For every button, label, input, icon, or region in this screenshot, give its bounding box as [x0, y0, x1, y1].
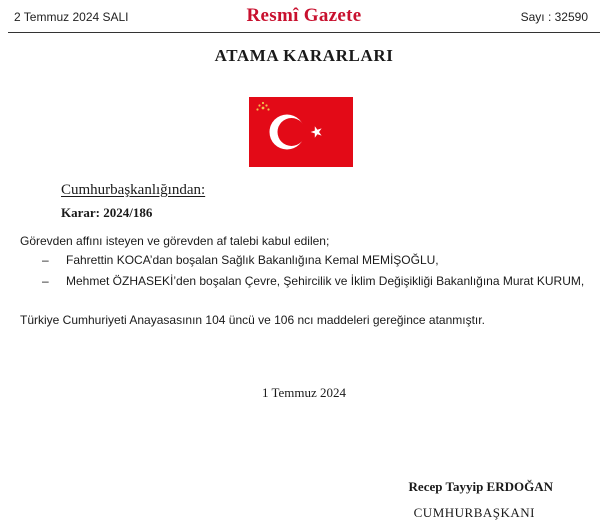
gazette-title: Resmî Gazete	[246, 5, 362, 26]
header-divider	[8, 32, 600, 33]
signer-title: CUMHURBAŞKANI	[413, 505, 535, 520]
appointment-text: Fahrettin KOCA’dan boşalan Sağlık Bakanlığına Kemal MEMİŞOĞLU,	[66, 253, 439, 267]
gazette-header	[0, 0, 608, 34]
signature-date: 1 Temmuz 2024	[261, 385, 347, 400]
issuing-institution: Cumhurbaşkanlığından:	[61, 182, 206, 198]
appointment-text: Mehmet ÖZHASEKİ’den boşalan Çevre, Şehircilik ve İklim Değişikliği Bakanlığına Murat KURUM,	[66, 274, 585, 288]
issue-number: Sayı : 32590	[520, 10, 588, 24]
decision-number: Karar: 2024/186	[61, 205, 153, 220]
publication-date: 2 Temmuz 2024 SALI	[14, 10, 129, 24]
list-dash: –	[42, 274, 49, 288]
closing-paragraph: Türkiye Cumhuriyeti Anayasasının 104 üncü ve 106 ncı maddeleri gereğince atanmıştır.	[20, 313, 485, 327]
page-title: ATAMA KARARLARI	[214, 46, 394, 65]
turkish-flag-icon	[249, 97, 353, 167]
list-dash: –	[42, 253, 49, 267]
signer-name: Recep Tayyip ERDOĞAN	[408, 479, 553, 494]
intro-paragraph: Görevden affını isteyen ve görevden af talebi kabul edilen;	[20, 234, 330, 248]
